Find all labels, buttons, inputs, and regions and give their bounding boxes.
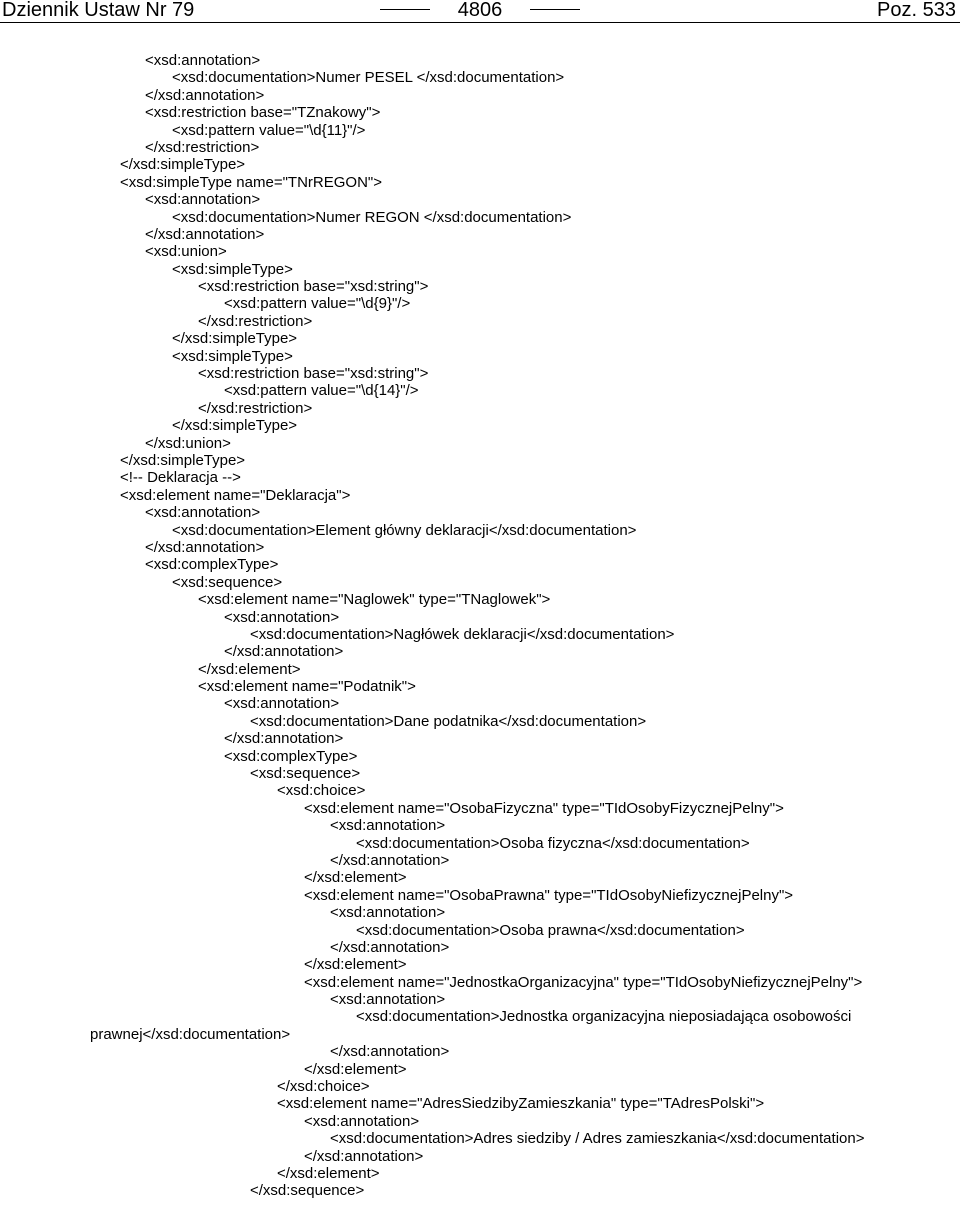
code-line: <xsd:element name="OsobaFizyczna" type="TIdOsobyFizycznejPelny"> xyxy=(304,799,784,817)
code-line: <xsd:documentation>Adres siedziby / Adres zamieszkania</xsd:documentation> xyxy=(330,1130,865,1148)
code-line: </xsd:simpleType> xyxy=(172,417,298,435)
code-line: <xsd:annotation> xyxy=(330,817,446,835)
code-line: <xsd:simpleType> xyxy=(172,347,293,365)
code-line: <xsd:complexType> xyxy=(145,556,279,574)
page-number-dash-right xyxy=(530,9,580,10)
code-line: </xsd:restriction> xyxy=(198,399,313,417)
code-line: </xsd:annotation> xyxy=(304,1147,424,1165)
code-line: <xsd:union> xyxy=(145,243,227,261)
code-line: <!-- Deklaracja --> xyxy=(120,469,241,487)
code-line: <xsd:annotation> xyxy=(224,608,340,626)
code-line: <xsd:simpleType name="TNrREGON"> xyxy=(120,173,382,191)
code-line: <xsd:documentation>Osoba fizyczna</xsd:documentation> xyxy=(356,834,750,852)
code-line: </xsd:element> xyxy=(304,1060,407,1078)
page-header xyxy=(0,0,960,22)
code-line: <xsd:documentation>Numer PESEL </xsd:documentation> xyxy=(172,69,565,87)
code-line: </xsd:annotation> xyxy=(330,1043,450,1061)
code-line: </xsd:union> xyxy=(145,434,231,452)
code-line: <xsd:element name="Naglowek" type="TNaglowek"> xyxy=(198,591,551,609)
code-line: </xsd:element> xyxy=(304,869,407,887)
code-line: <xsd:restriction base="xsd:string"> xyxy=(198,278,429,296)
code-line: <xsd:documentation>Nagłówek deklaracji</xsd:documentation> xyxy=(250,625,675,643)
code-line: </xsd:sequence> xyxy=(250,1182,365,1200)
code-line: <xsd:element name="OsobaPrawna" type="TIdOsobyNiefizycznejPelny"> xyxy=(304,886,794,904)
code-line: <xsd:pattern value="\d{11}"/> xyxy=(172,121,366,139)
code-line: </xsd:simpleType> xyxy=(120,156,246,174)
code-line: </xsd:simpleType> xyxy=(120,451,246,469)
code-line: <xsd:sequence> xyxy=(172,573,283,591)
code-line: <xsd:element name="AdresSiedzibyZamieszkania" type="TAdresPolski"> xyxy=(277,1095,765,1113)
code-line: <xsd:annotation> xyxy=(145,191,261,209)
code-line: <xsd:complexType> xyxy=(224,747,358,765)
code-line: <xsd:restriction base="xsd:string"> xyxy=(198,365,429,383)
journal-title: Dziennik Ustaw Nr 79 xyxy=(2,0,195,21)
code-line: <xsd:documentation>Jednostka organizacyjna nieposiadająca osobowości xyxy=(356,1008,852,1026)
code-line: <xsd:documentation>Dane podatnika</xsd:documentation> xyxy=(250,712,647,730)
code-line: prawnej</xsd:documentation> xyxy=(90,1025,291,1043)
code-line: <xsd:pattern value="\d{14}"/> xyxy=(224,382,419,400)
code-line: </xsd:simpleType> xyxy=(172,330,298,348)
code-line: </xsd:element> xyxy=(198,660,301,678)
code-line: <xsd:element name="Podatnik"> xyxy=(198,678,416,696)
code-line: <xsd:documentation>Osoba prawna</xsd:documentation> xyxy=(356,921,745,939)
code-line: </xsd:element> xyxy=(304,956,407,974)
code-line: <xsd:annotation> xyxy=(145,52,261,69)
code-line: </xsd:annotation> xyxy=(330,851,450,869)
code-line: <xsd:choice> xyxy=(277,782,366,800)
position-number: Poz. 533 xyxy=(877,0,956,21)
code-line: <xsd:restriction base="TZnakowy"> xyxy=(145,104,381,122)
code-line: </xsd:restriction> xyxy=(198,312,313,330)
page-number: 4806 xyxy=(457,0,503,21)
code-line: <xsd:pattern value="\d{9}"/> xyxy=(224,295,411,313)
code-line: <xsd:annotation> xyxy=(145,504,261,522)
code-line: <xsd:simpleType> xyxy=(172,260,293,278)
code-line: </xsd:annotation> xyxy=(145,86,265,104)
code-line: <xsd:annotation> xyxy=(224,695,340,713)
code-line: <xsd:documentation>Element główny deklaracji</xsd:documentation> xyxy=(172,521,637,539)
code-line: </xsd:annotation> xyxy=(224,730,344,748)
code-line: </xsd:element> xyxy=(277,1165,380,1182)
code-line: <xsd:element name="JednostkaOrganizacyjna" type="TIdOsobyNiefizycznejPelny"> xyxy=(304,973,863,991)
code-line: <xsd:element name="Deklaracja"> xyxy=(120,486,351,504)
code-line: <xsd:annotation> xyxy=(330,991,446,1009)
xsd-code-listing xyxy=(0,52,960,1200)
code-line: </xsd:annotation> xyxy=(330,938,450,956)
code-line: <xsd:annotation> xyxy=(330,904,446,922)
page-number-dash-left xyxy=(380,9,430,10)
code-line: </xsd:annotation> xyxy=(145,538,265,556)
code-line: </xsd:annotation> xyxy=(145,225,265,243)
code-line: </xsd:annotation> xyxy=(224,643,344,661)
code-line: <xsd:sequence> xyxy=(250,765,361,783)
code-line: <xsd:documentation>Numer REGON </xsd:documentation> xyxy=(172,208,572,226)
header-rule xyxy=(0,22,960,23)
code-line: <xsd:annotation> xyxy=(304,1112,420,1130)
code-line: </xsd:choice> xyxy=(277,1078,370,1096)
code-line: </xsd:restriction> xyxy=(145,138,260,156)
